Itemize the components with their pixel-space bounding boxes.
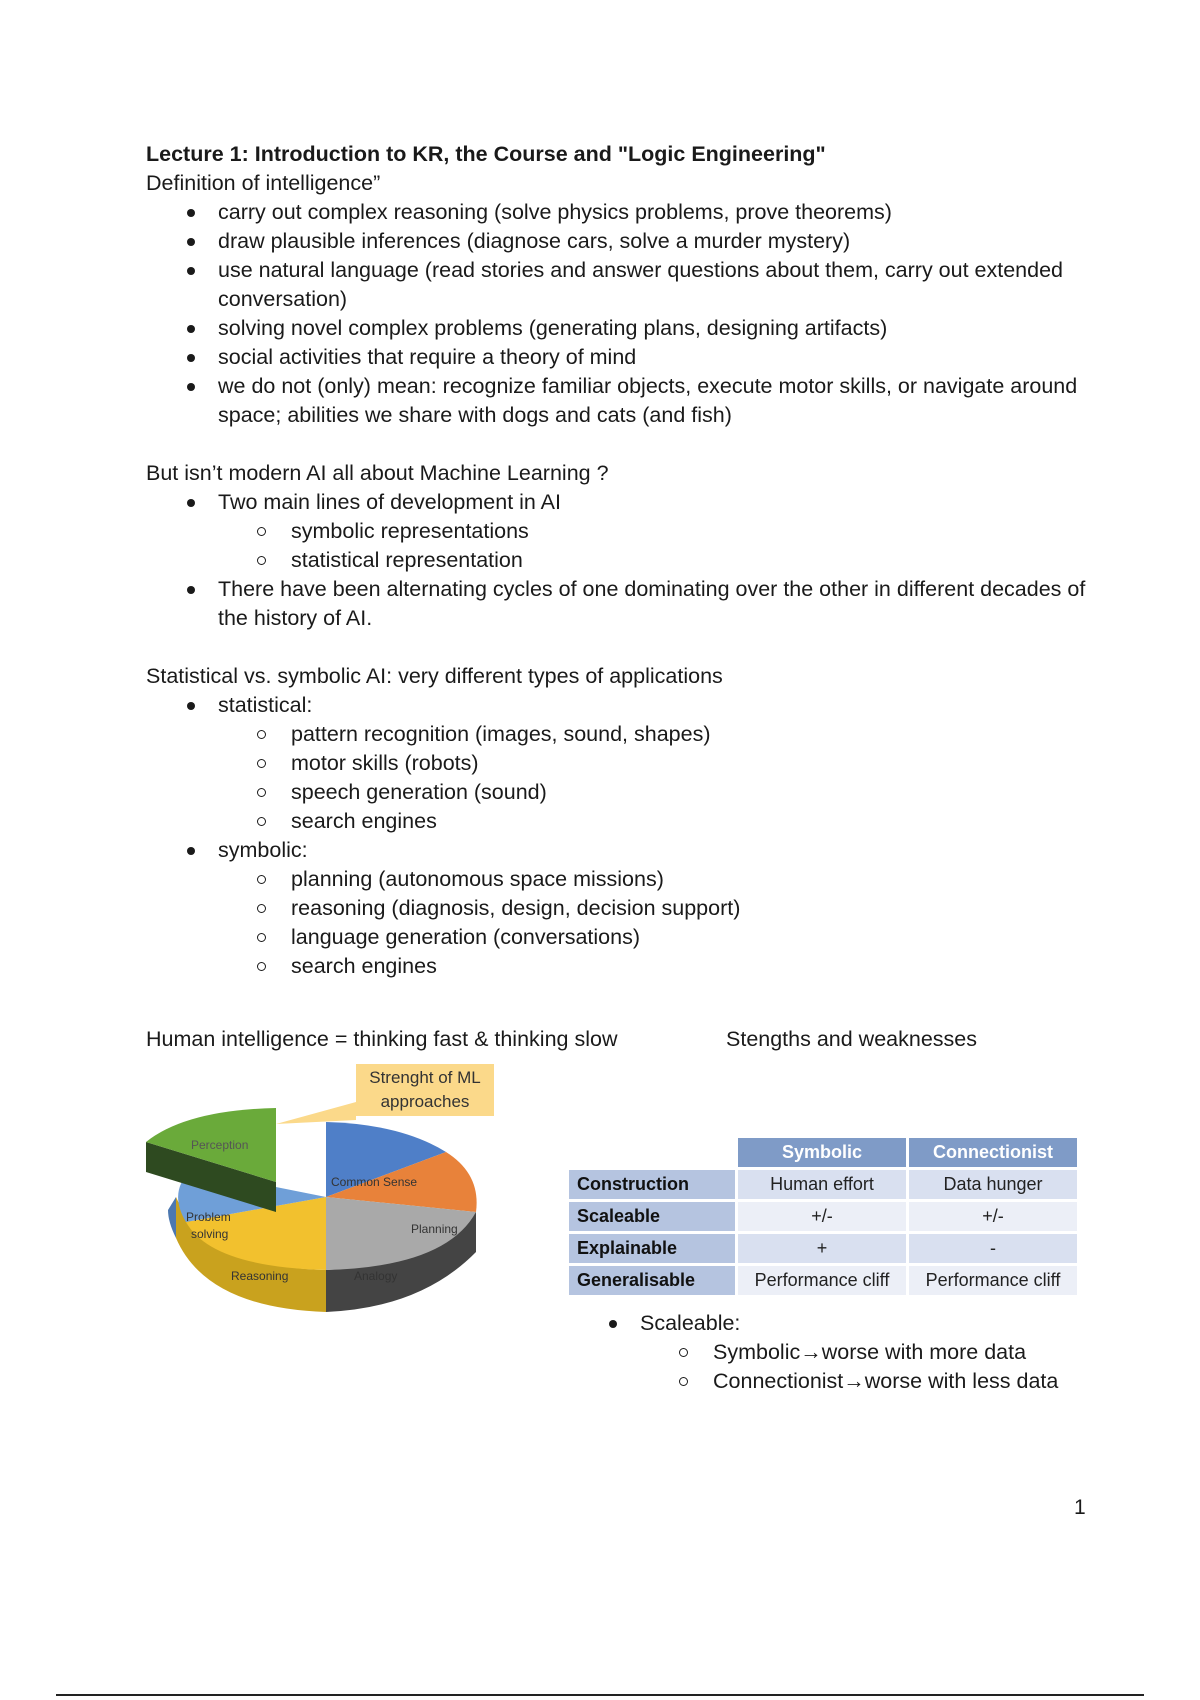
list-item bbox=[146, 691, 1106, 836]
ml-list bbox=[146, 488, 1106, 633]
pie-label: Perception bbox=[191, 1138, 249, 1152]
sub-list-item: symbolic representations bbox=[291, 517, 1106, 546]
list-item bbox=[146, 836, 1106, 981]
list-item: we do not (only) mean: recognize familiar objects, execute motor skills, or navigate around space; abilities we share with dogs and cats (and fish) bbox=[146, 372, 1106, 430]
table-row bbox=[569, 1202, 1077, 1231]
list-item: solving novel complex problems (generating plans, designing artifacts) bbox=[146, 314, 1106, 343]
list-item: use natural language (read stories and answer questions about them, carry out extended conversation) bbox=[146, 256, 1106, 314]
row-label: Scaleable bbox=[569, 1202, 735, 1231]
table-row bbox=[569, 1170, 1077, 1199]
sub-list-item: search engines bbox=[291, 807, 1106, 836]
header-connectionist: Connectionist bbox=[909, 1138, 1077, 1167]
ml-strength-callout: Strenght of ML approaches bbox=[356, 1064, 494, 1116]
ml-heading: But isn’t modern AI all about Machine Learning ? bbox=[146, 461, 609, 485]
symbolic-sub-list bbox=[218, 865, 1106, 981]
sub-list-item: Symbolic→worse with more data bbox=[713, 1338, 1058, 1367]
applications-heading: Statistical vs. symbolic AI: very different types of applications bbox=[146, 664, 723, 688]
statistical-label: statistical: bbox=[218, 693, 313, 717]
footer-divider bbox=[56, 1694, 1144, 1696]
human-intelligence-heading: Human intelligence = thinking fast & thinking slow bbox=[146, 1027, 618, 1051]
list-item bbox=[568, 1309, 1058, 1396]
cell: Performance cliff bbox=[909, 1266, 1077, 1295]
sub-list-item: language generation (conversations) bbox=[291, 923, 1106, 952]
page-body bbox=[146, 140, 1106, 981]
row-label: Construction bbox=[569, 1170, 735, 1199]
symbolic-label: symbolic: bbox=[218, 838, 308, 862]
row-label: Generalisable bbox=[569, 1266, 735, 1295]
pie-label: Analogy bbox=[354, 1269, 398, 1283]
cell: + bbox=[738, 1234, 906, 1263]
table-row bbox=[569, 1266, 1077, 1295]
strengths-table bbox=[566, 1135, 1080, 1298]
list-item: social activities that require a theory of mind bbox=[146, 343, 1106, 372]
pie-label: Common Sense bbox=[331, 1175, 418, 1189]
pie-label-problem: Problem solving bbox=[186, 1210, 231, 1241]
statistical-sub-list bbox=[218, 720, 1106, 836]
sub-list-item: pattern recognition (images, sound, shapes) bbox=[291, 720, 1106, 749]
list-item: draw plausible inferences (diagnose cars, solve a murder mystery) bbox=[146, 227, 1106, 256]
pie-label: Planning bbox=[411, 1222, 458, 1236]
definition-heading: Definition of intelligence” bbox=[146, 171, 381, 195]
sub-list-item: search engines bbox=[291, 952, 1106, 981]
ml-sub-list bbox=[218, 517, 1106, 575]
row-label: Explainable bbox=[569, 1234, 735, 1263]
pie-side-problem bbox=[168, 1197, 176, 1238]
strengths-heading: Stengths and weaknesses bbox=[726, 1027, 977, 1051]
cell: +/- bbox=[909, 1202, 1077, 1231]
header-symbolic: Symbolic bbox=[738, 1138, 906, 1167]
scaleable-notes bbox=[612, 1309, 1058, 1396]
pie-label: Reasoning bbox=[231, 1269, 289, 1283]
cell: Human effort bbox=[738, 1170, 906, 1199]
table-row bbox=[569, 1234, 1077, 1263]
list-item: There have been alternating cycles of one dominating over the other in different decades of the history of AI. bbox=[146, 575, 1106, 633]
list-item: carry out complex reasoning (solve physics problems, prove theorems) bbox=[146, 198, 1106, 227]
list-item-text: Two main lines of development in AI bbox=[218, 490, 561, 514]
cell: - bbox=[909, 1234, 1077, 1263]
table-header-row bbox=[569, 1138, 1077, 1167]
sub-list-item: planning (autonomous space missions) bbox=[291, 865, 1106, 894]
applications-list bbox=[146, 691, 1106, 981]
sub-list-item: motor skills (robots) bbox=[291, 749, 1106, 778]
sub-list-item: Connectionist→worse with less data bbox=[713, 1367, 1058, 1396]
cell: Performance cliff bbox=[738, 1266, 906, 1295]
sub-list-item: reasoning (diagnosis, design, decision support) bbox=[291, 894, 1106, 923]
sub-list-item: statistical representation bbox=[291, 546, 1106, 575]
cell: Data hunger bbox=[909, 1170, 1077, 1199]
definition-list bbox=[146, 198, 1106, 430]
callout-pointer bbox=[276, 1102, 356, 1124]
list-item bbox=[146, 488, 1106, 575]
cell: +/- bbox=[738, 1202, 906, 1231]
scaleable-label: Scaleable: bbox=[640, 1311, 741, 1335]
intelligence-pie-chart bbox=[146, 1062, 506, 1312]
lecture-title: Lecture 1: Introduction to KR, the Course and "Logic Engineering" bbox=[146, 142, 826, 166]
page-number: 1 bbox=[1074, 1496, 1086, 1519]
sub-list-item: speech generation (sound) bbox=[291, 778, 1106, 807]
